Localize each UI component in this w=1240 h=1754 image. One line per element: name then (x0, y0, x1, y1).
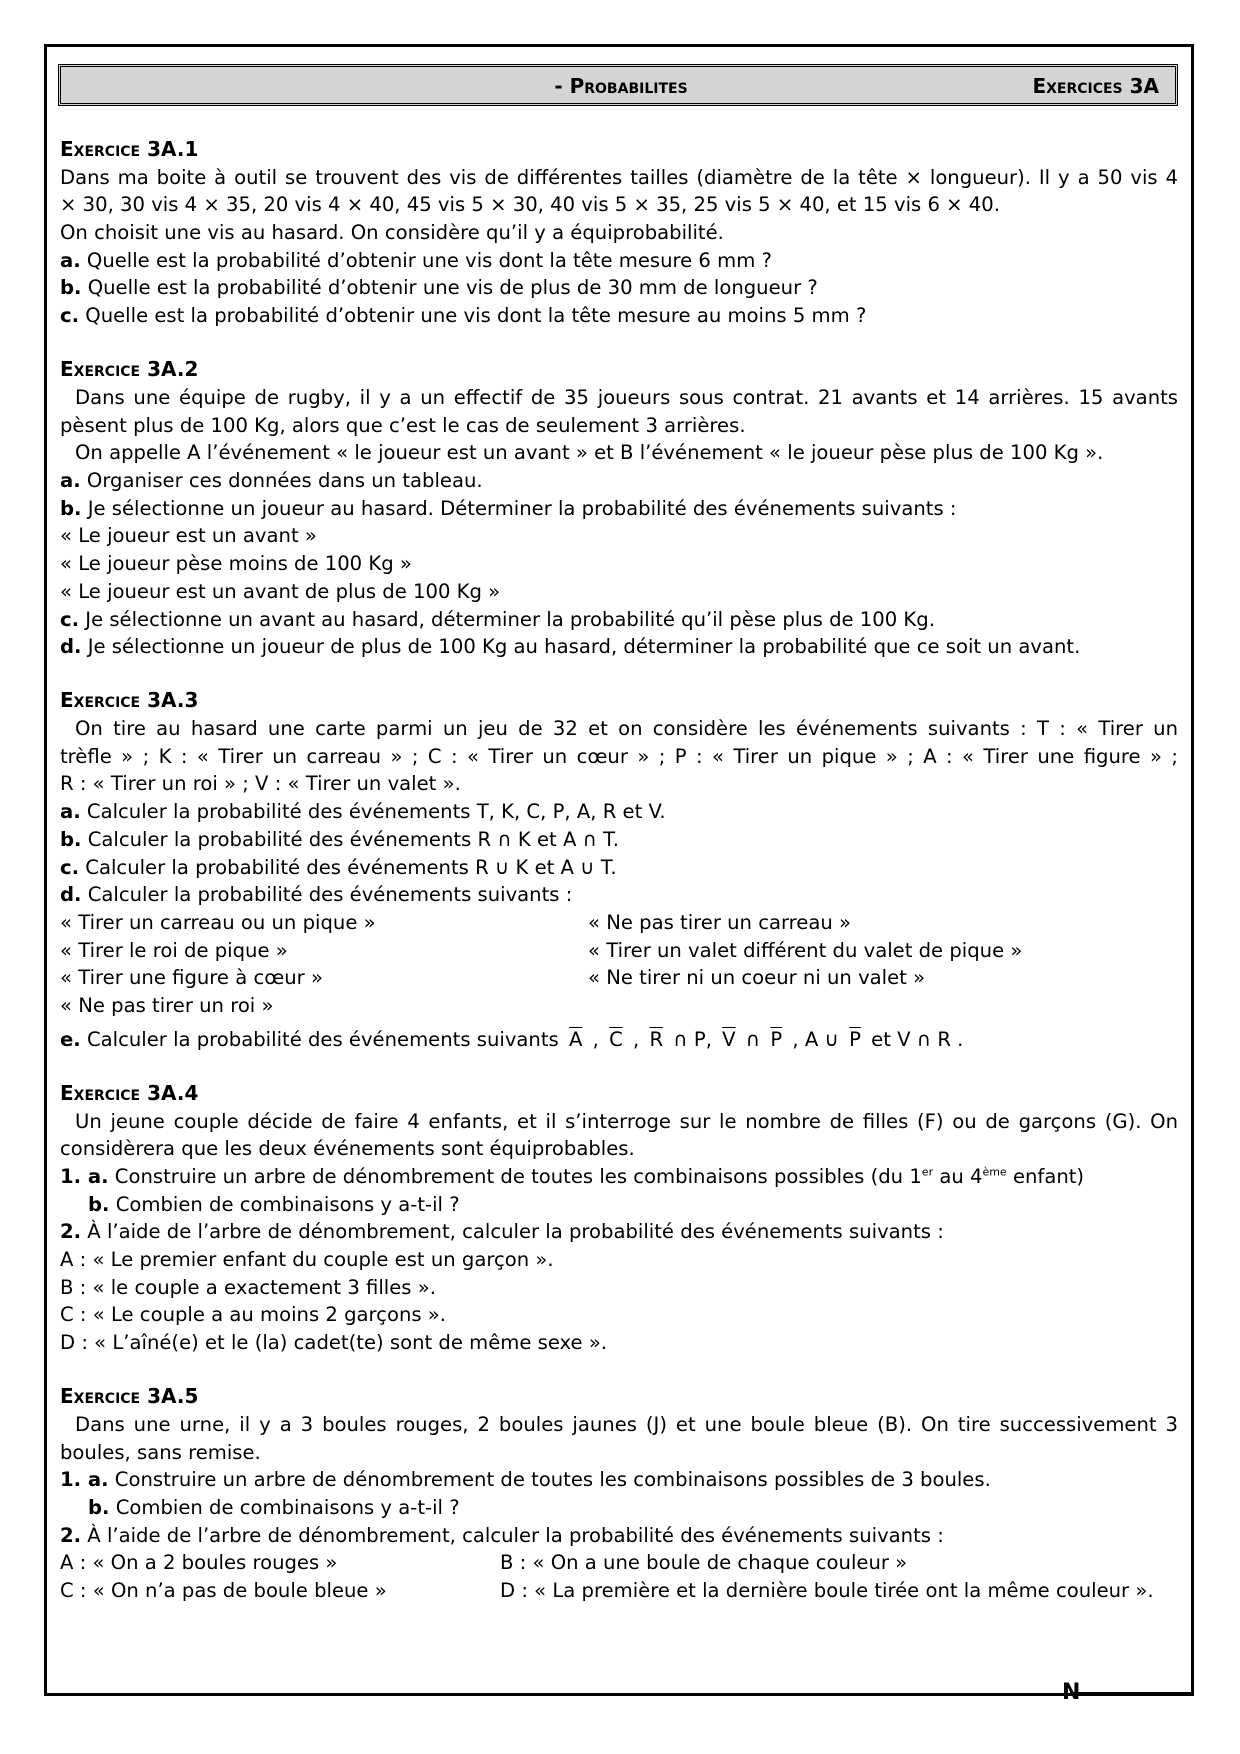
statement-line: trèfle » ; K : « Tirer un carreau » ; C : « Tirer un cœur » ; P : « Tirer un pique » ; A : « Tirer une figure » ; (60, 744, 1178, 768)
question-d (60, 633, 1178, 661)
question-text: Construire un arbre de dénombrement de toutes les combinaisons possibles de 3 boules. (108, 1468, 991, 1492)
event-item: « Ne pas tirer un roi » (60, 993, 274, 1017)
page-header (58, 64, 1178, 106)
statement-line: On choisit une vis au hasard. On considère qu’il y a équiprobabilité. (60, 221, 724, 245)
exercise-3a2 (60, 356, 1178, 661)
event-item: B : « On a une boule de chaque couleur » (500, 1551, 908, 1575)
event-item: « Tirer un carreau ou un pique » (60, 910, 376, 934)
question-2 (60, 1218, 1178, 1246)
event-item: « Le joueur pèse moins de 100 Kg » (60, 552, 412, 576)
statement-line: boules, sans remise. (60, 1440, 261, 1464)
question-1a (60, 1466, 1178, 1494)
exercise-title: Exercice 3A.2 (60, 357, 199, 382)
separator: , (626, 1027, 646, 1051)
question-a (60, 798, 1178, 826)
question-label: c. (60, 304, 80, 328)
event-row (60, 937, 1178, 965)
complement-event: $\overline{C}$ (609, 1027, 623, 1051)
event-row (60, 1577, 1178, 1605)
exercise-3a3 (60, 687, 1178, 1053)
page-content (60, 136, 1178, 1631)
question-label: a. (60, 800, 81, 824)
question-label: 1. a. (60, 1468, 109, 1492)
event-item: A : « Le premier enfant du couple est un garçon ». (60, 1247, 554, 1271)
question-text: Quelle est la probabilité d’obtenir une vis dont la tête mesure 6 mm ? (80, 248, 772, 272)
question-d (60, 881, 1178, 909)
question-a (60, 467, 1178, 495)
event-item: « Tirer le roi de pique » (60, 938, 288, 962)
question-1b (60, 1191, 1178, 1219)
question-label: 1. a. (60, 1164, 109, 1188)
question-e (60, 1026, 1178, 1054)
math-text: et V ∩ R . (864, 1027, 964, 1051)
question-c (60, 606, 1178, 634)
question-text: Quelle est la probabilité d’obtenir une vis dont la tête mesure au moins 5 mm ? (79, 304, 867, 328)
statement-line: On tire au hasard une carte parmi un jeu de 32 et on considère les événements suivants : T : « Tirer un (75, 717, 1178, 741)
header-title (61, 75, 1181, 97)
statement-line: considèrera que les deux événements sont équiprobables. (60, 1137, 635, 1161)
page-corner-mark: N (1062, 1680, 1081, 1705)
question-label: d. (60, 635, 82, 659)
statement-line: pèsent plus de 100 Kg, alors que c’est le cas de seulement 3 arrières. (60, 413, 746, 437)
statement-line: R : « Tirer un roi » ; V : « Tirer un valet ». (60, 772, 461, 796)
question-2 (60, 1522, 1178, 1550)
question-text: Calculer la probabilité des événements suivants : (81, 883, 573, 907)
question-label: b. (60, 276, 82, 300)
page-frame-foot-line (1070, 1692, 1194, 1695)
event-item: B : « le couple a exactement 3 filles ». (60, 1275, 436, 1299)
separator: , (586, 1027, 606, 1051)
header-title-prefix: - (554, 74, 570, 98)
statement-line: Un jeune couple décide de faire 4 enfants, et il s’interroge sur le nombre de filles (F) ou de garçons (G). On (75, 1109, 1178, 1133)
question-text: Je sélectionne un avant au hasard, déterminer la probabilité qu’il pèse plus de 100 Kg. (79, 607, 935, 631)
superscript: er (921, 1165, 934, 1179)
event-item: « Tirer un valet différent du valet de pique » (588, 938, 1023, 962)
exercise-title: Exercice 3A.1 (60, 137, 199, 161)
question-label: c. (60, 607, 80, 631)
event-item: « Ne pas tirer un carreau » (588, 910, 852, 934)
statement-line: Dans ma boite à outil se trouvent des vis de différentes tailles (diamètre de la tête × longueur). Il y a 50 vis 4 (60, 165, 1178, 189)
exercise-title: Exercice 3A.3 (60, 688, 199, 713)
event-item: « Ne tirer ni un coeur ni un valet » (588, 966, 926, 990)
exercise-3a1 (60, 136, 1178, 330)
event-item: C : « Le couple a au moins 2 garçons ». (60, 1303, 447, 1327)
question-label: 2. (60, 1523, 82, 1547)
question-label: a. (60, 469, 81, 493)
question-label: d. (60, 883, 82, 907)
exercise-title: Exercice 3A.4 (60, 1080, 199, 1105)
exercise-title: Exercice 3A.5 (60, 1384, 199, 1409)
question-label: c. (60, 855, 80, 879)
event-item: D : « L’aîné(e) et le (la) cadet(te) sont de même sexe ». (60, 1331, 608, 1354)
event-row (60, 909, 1178, 937)
question-text: Combien de combinaisons y a-t-il ? (109, 1495, 460, 1519)
question-text: Calculer la probabilité des événements suivants (80, 1027, 565, 1051)
question-text: Je sélectionne un joueur au hasard. Déterminer la probabilité des événements suivants : (81, 496, 957, 520)
complement-event: $\overline{V}$ (722, 1027, 736, 1051)
question-text: À l’aide de l’arbre de dénombrement, calculer la probabilité des événements suivants : (81, 1220, 944, 1244)
question-text: Quelle est la probabilité d’obtenir une vis de plus de 30 mm de longueur ? (81, 276, 818, 300)
question-text: Je sélectionne un joueur de plus de 100 Kg au hasard, déterminer la probabilité que ce soit un avant. (81, 635, 1081, 659)
question-label: b. (88, 1495, 110, 1519)
exercise-3a4 (60, 1080, 1178, 1357)
question-label: b. (88, 1192, 110, 1216)
question-b (60, 274, 1178, 302)
superscript: ème (982, 1165, 1007, 1179)
question-label: b. (60, 496, 82, 520)
question-text: Organiser ces données dans un tableau. (80, 469, 483, 493)
event-row (60, 1549, 1178, 1577)
question-b (60, 826, 1178, 854)
question-label: b. (60, 827, 82, 851)
question-c (60, 854, 1178, 882)
event-item: C : « On n’a pas de boule bleue » (60, 1579, 387, 1602)
question-text: Combien de combinaisons y a-t-il ? (109, 1192, 460, 1216)
question-1a (60, 1163, 1178, 1191)
event-row (60, 964, 1178, 992)
complement-event: $\overline{P}$ (770, 1027, 783, 1051)
question-text: Calculer la probabilité des événements R ∩ K et A ∩ T. (81, 827, 620, 851)
header-title-text: Probabilites (569, 74, 688, 98)
event-item: « Le joueur est un avant de plus de 100 Kg » (60, 579, 501, 603)
event-item: « Le joueur est un avant » (60, 524, 317, 548)
question-text: À l’aide de l’arbre de dénombrement, calculer la probabilité des événements suivants : (81, 1523, 944, 1547)
question-label: 2. (60, 1220, 82, 1244)
complement-event: $\overline{A}$ (568, 1027, 583, 1051)
question-c (60, 302, 1178, 330)
complement-event: $\overline{R}$ (649, 1027, 664, 1051)
math-text: ∩ P, (667, 1027, 719, 1051)
question-b (60, 495, 1178, 523)
math-text: ∩ (739, 1027, 767, 1051)
statement-line: On appelle A l’événement « le joueur est un avant » et B l’événement « le joueur pèse plus de 100 Kg ». (75, 441, 1104, 465)
question-label: e. (60, 1027, 81, 1051)
event-item: « Tirer une figure à cœur » (60, 966, 323, 990)
complement-event: $\overline{P}$ (849, 1027, 861, 1051)
question-a (60, 247, 1178, 275)
question-label: a. (60, 248, 81, 272)
statement-line: Dans une équipe de rugby, il y a un effectif de 35 joueurs sous contrat. 21 avants et 14 arrières. 15 avants (75, 386, 1178, 409)
event-item: D : « La première et la dernière boule tirée ont la même couleur ». (500, 1579, 1154, 1602)
question-text: Calculer la probabilité des événements R ∪ K et A ∪ T. (79, 855, 617, 879)
question-text: enfant) (1006, 1164, 1085, 1188)
header-right-label: Exercices 3A (1032, 74, 1159, 98)
question-text: Construire un arbre de dénombrement de toutes les combinaisons possibles (du 1 (108, 1164, 922, 1188)
math-text: , A ∪ (786, 1027, 846, 1051)
question-text: au 4 (933, 1164, 983, 1188)
event-item: A : « On a 2 boules rouges » (60, 1551, 338, 1575)
question-1b (60, 1494, 1178, 1522)
exercise-3a5 (60, 1383, 1178, 1605)
statement-line: Dans une urne, il y a 3 boules rouges, 2 boules jaunes (J) et une boule bleue (B). On tire successivement 3 (75, 1412, 1178, 1436)
statement-line: × 30, 30 vis 4 × 35, 20 vis 4 × 40, 45 vis 5 × 30, 40 vis 5 × 35, 25 vis 5 × 40, et 15 vis 6 × 40. (60, 193, 1000, 217)
question-text: Calculer la probabilité des événements T, K, C, P, A, R et V. (80, 800, 666, 824)
